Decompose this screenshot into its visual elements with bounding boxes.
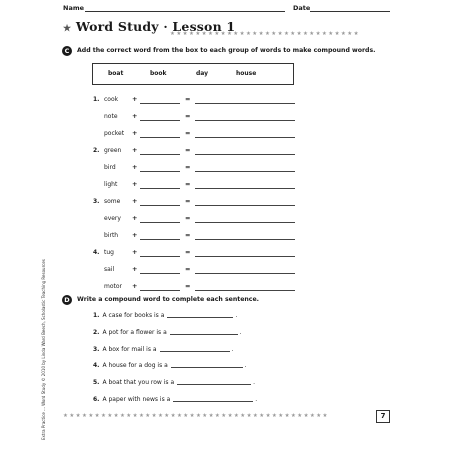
star-divider: ★★★★★★★★★★★★★★★★★★★★★★★★★★★★★★ [170,31,360,37]
answer-blank[interactable] [140,222,180,223]
sentence-item [93,312,237,319]
answer-blank[interactable] [140,171,180,172]
base-word: tug [104,249,114,256]
equals-sign: = [185,112,191,120]
sentence-number: 2. [93,329,100,336]
word-box [92,63,294,85]
compound-word-blank[interactable] [195,171,295,172]
title-text: Word Study · Lesson 1 [75,19,236,34]
sentence-text: A case for books is a [102,312,165,319]
equals-sign: = [185,282,191,290]
compound-word-blank[interactable] [195,120,295,121]
star-icon: ★ [63,24,72,34]
equals-sign: = [185,231,191,239]
sentence-period: . [255,396,258,403]
compound-word-blank[interactable] [195,188,295,189]
base-word: some [104,198,121,205]
answer-blank[interactable] [140,120,180,121]
compound-word-blank[interactable] [195,205,295,206]
sentence-text: A paper with news is a [102,396,171,403]
plus-sign: + [132,197,138,205]
word-box-item: boat [108,70,124,77]
answer-blank[interactable] [140,290,180,291]
sentence-number: 5. [93,379,100,386]
word-box-item: day [196,70,209,77]
base-word: bird [104,164,116,171]
sentence-item [93,329,242,336]
compound-word-blank[interactable] [195,290,295,291]
sentence-answer-blank[interactable] [160,351,230,352]
answer-blank[interactable] [140,256,180,257]
sentence-period: . [239,329,242,336]
compound-word-blank[interactable] [195,103,295,104]
sentence-text: A house for a dog is a [102,362,168,369]
sentence-answer-blank[interactable] [167,317,233,318]
sentence-text: A pot for a flower is a [102,329,167,336]
base-word: sail [104,266,115,273]
section-d-instruction: Write a compound word to complete each sentence. [77,296,260,303]
sentence-period: . [244,362,247,369]
footer-star-divider: ★★★★★★★★★★★★★★★★★★★★★★★★★★★★★★★★★★★★★★★★★★ [63,413,329,419]
sentence-text: A box for mail is a [102,346,157,353]
word-box-item: book [150,70,167,77]
compound-word-blank[interactable] [195,256,295,257]
answer-blank[interactable] [140,188,180,189]
name-field[interactable] [85,11,285,12]
name-label: Name [63,4,85,12]
sentence-number: 1. [93,312,100,319]
base-word: green [104,147,122,154]
answer-blank[interactable] [140,154,180,155]
plus-sign: + [132,129,138,137]
copyright-credit: Extra Practice ... Word Study © 2010 by Linda Ward Beech, Scholastic Teaching Resources [41,259,46,440]
sentence-number: 6. [93,396,100,403]
plus-sign: + [132,282,138,290]
plus-sign: + [132,248,138,256]
section-c-badge: C [62,46,72,56]
answer-blank[interactable] [140,137,180,138]
base-word: motor [104,283,123,290]
sentence-number: 4. [93,362,100,369]
plus-sign: + [132,163,138,171]
plus-sign: + [132,180,138,188]
word-box-item: house [236,70,257,77]
equals-sign: = [185,248,191,256]
compound-word-blank[interactable] [195,239,295,240]
base-word: note [104,113,118,120]
equals-sign: = [185,265,191,273]
compound-word-blank[interactable] [195,154,295,155]
base-word: pocket [104,130,125,137]
group-number: 4. [93,249,100,256]
sentence-period: . [231,346,234,353]
equals-sign: = [185,197,191,205]
sentence-item [93,379,255,386]
answer-blank[interactable] [140,103,180,104]
answer-blank[interactable] [140,239,180,240]
base-word: every [104,215,121,222]
sentence-item [93,396,257,403]
plus-sign: + [132,231,138,239]
plus-sign: + [132,265,138,273]
compound-word-blank[interactable] [195,137,295,138]
compound-word-blank[interactable] [195,273,295,274]
plus-sign: + [132,95,138,103]
sentence-answer-blank[interactable] [177,384,251,385]
equals-sign: = [185,180,191,188]
plus-sign: + [132,112,138,120]
answer-blank[interactable] [140,273,180,274]
equals-sign: = [185,163,191,171]
answer-blank[interactable] [140,205,180,206]
base-word: birth [104,232,119,239]
sentence-text: A boat that you row is a [102,379,175,386]
section-c-instruction: Add the correct word from the box to each group of words to make compound words. [77,47,376,54]
group-number: 3. [93,198,100,205]
sentence-answer-blank[interactable] [170,334,238,335]
sentence-period: . [235,312,238,319]
equals-sign: = [185,95,191,103]
plus-sign: + [132,146,138,154]
sentence-item [93,362,247,369]
group-number: 1. [93,96,100,103]
base-word: cook [104,96,119,103]
plus-sign: + [132,214,138,222]
equals-sign: = [185,129,191,137]
compound-word-blank[interactable] [195,222,295,223]
sentence-number: 3. [93,346,100,353]
sentence-answer-blank[interactable] [171,367,243,368]
date-field[interactable] [310,11,390,12]
section-d-badge: D [62,295,72,305]
sentence-item [93,346,233,353]
equals-sign: = [185,214,191,222]
sentence-period: . [253,379,256,386]
date-label: Date [293,4,311,12]
page-number: 7 [376,410,390,423]
group-number: 2. [93,147,100,154]
equals-sign: = [185,146,191,154]
base-word: light [104,181,118,188]
sentence-answer-blank[interactable] [173,401,253,402]
